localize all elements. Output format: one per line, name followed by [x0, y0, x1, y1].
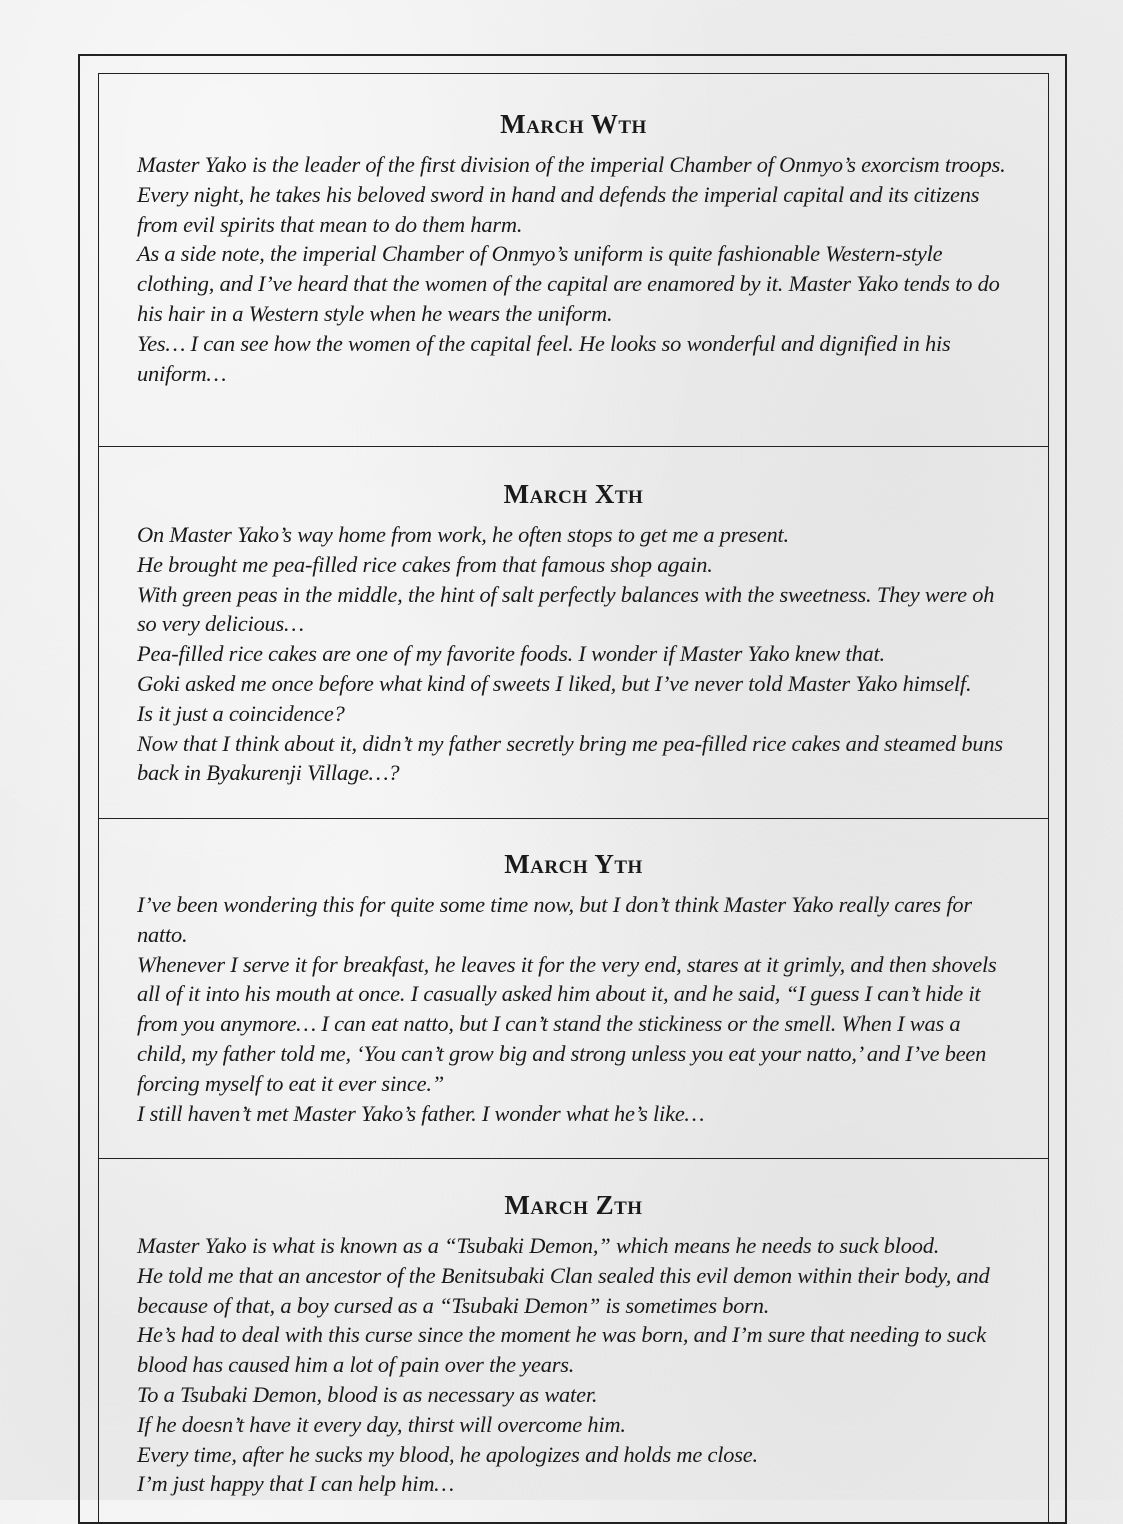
entry-paragraph: I’m just happy that I can help him… — [137, 1471, 454, 1497]
entry-body — [98, 1231, 1049, 1499]
entry-paragraph: On Master Yako’s way home from work, he often stops to get me a present. — [137, 522, 789, 547]
entry-paragraph: He’s had to deal with this curse since the moment he was born, and I’m sure that needing to suck blood has caused him a lot of pain over the years. — [137, 1322, 986, 1378]
entry-paragraph: Master Yako is the leader of the first division of the imperial Chamber of Onmyo’s exorcism troops. — [137, 152, 1006, 177]
entry-paragraph: I still haven’t met Master Yako’s father. I wonder what he’s like… — [137, 1100, 705, 1126]
entry-paragraph: Whenever I serve it for breakfast, he leaves it for the very end, stares at it grimly, and then shovels all of it into his mouth at once. I casually asked him about it, and he said, “I guess I can’t hide it from you anymore… I can eat natto, but I can’t stand the stickiness or the smell. When I was a child, my father told me, ‘You can’t grow big and strong unless you eat your natto,’ and I’ve been forcing myself to eat it ever since.” — [137, 951, 997, 1096]
entry-paragraph: Yes… I can see how the women of the capital feel. He looks so wonderful and dignified in his uniform… — [137, 330, 951, 386]
entry-paragraph: Pea-filled rice cakes are one of my favorite foods. I wonder if Master Yako knew that. — [137, 641, 885, 667]
entry-body — [98, 150, 1049, 388]
entry-paragraph: Is it just a coincidence? — [137, 700, 345, 726]
entry-paragraph: Master Yako is what is known as a “Tsubaki Demon,” which means he needs to suck blood. — [137, 1233, 940, 1258]
entry-paragraph: If he doesn’t have it every day, thirst will overcome him. — [137, 1411, 626, 1437]
entry-paragraph: He brought me pea-filled rice cakes from that famous shop again. — [137, 551, 713, 577]
entry-body — [98, 520, 1049, 788]
entry-divider — [98, 446, 1049, 447]
entry-paragraph: To a Tsubaki Demon, blood is as necessary as water. — [137, 1381, 598, 1407]
entry-body — [98, 890, 1049, 1128]
diary-entry-1 — [98, 106, 1049, 388]
diary-entry-2 — [98, 476, 1049, 788]
entry-heading: March Wth — [500, 109, 647, 139]
entry-heading: March Yth — [504, 849, 643, 879]
diary-entry-3 — [98, 846, 1049, 1128]
entry-paragraph: Goki asked me once before what kind of sweets I liked, but I’ve never told Master Yako himself. — [137, 670, 972, 696]
entry-heading: March Zth — [504, 1190, 643, 1220]
entry-divider — [98, 818, 1049, 819]
entry-paragraph: Every night, he takes his beloved sword in hand and defends the imperial capital and its citizens from evil spirits that mean to do them harm. — [137, 181, 980, 237]
entry-heading: March Xth — [503, 479, 644, 509]
entry-paragraph: He told me that an ancestor of the Benitsubaki Clan sealed this evil demon within their body, and because of that, a boy cursed as a “Tsubaki Demon” is sometimes born. — [137, 1262, 990, 1318]
entry-paragraph: As a side note, the imperial Chamber of Onmyo’s uniform is quite fashionable Western-style clothing, and I’ve heard that the women of the capital are enamored by it. Master Yako tends to do his hair in a Western style when he wears the uniform. — [137, 241, 1000, 326]
entry-paragraph: I’ve been wondering this for quite some time now, but I don’t think Master Yako really cares for natto. — [137, 892, 972, 947]
diary-entry-4 — [98, 1187, 1049, 1499]
entry-paragraph: Every time, after he sucks my blood, he apologizes and holds me close. — [137, 1441, 758, 1467]
entry-paragraph: With green peas in the middle, the hint of salt perfectly balances with the sweetness. They were oh so very delicious… — [137, 581, 995, 637]
entry-paragraph: Now that I think about it, didn’t my father secretly bring me pea-filled rice cakes and steamed buns back in Byakurenji Village…? — [137, 730, 1003, 786]
entry-divider — [98, 1158, 1049, 1159]
